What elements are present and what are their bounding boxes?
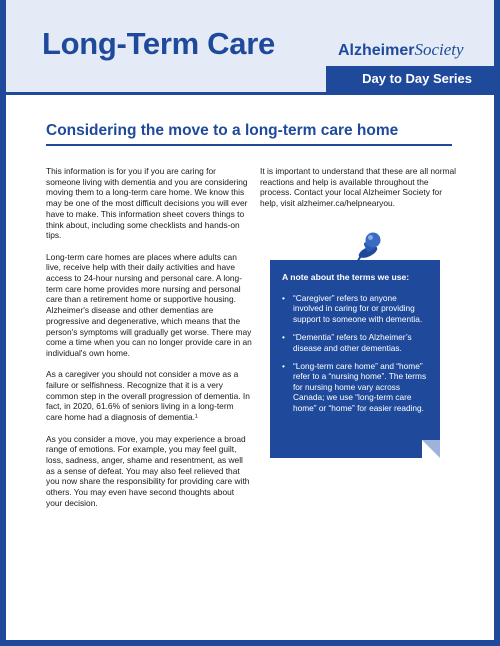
series-label: Day to Day Series (326, 66, 494, 92)
paragraph: Long-term care homes are places where adults can live, receive help with their daily activities and have access to 24-hour nursing and personal care. A long-term care home provides more nursing and personal care than a retirement home or supportive housing. Alzheimer's disease and other dementias are progressive and degenerative, which means that the person's symptoms will gradually get worse. There may come a time when you can no longer provide care in an individual's own home. (46, 251, 252, 358)
brand-suffix: Society (414, 40, 464, 59)
list-item (282, 332, 428, 353)
paragraph: As a caregiver you should not consider a move as a failure or selfishness. Recognize that it is a very common step in the overall progression of dementia. In fact, in 2020, 61.6% of seniors living in a long-term care home had a diagnosis of dementia.¹ (46, 369, 250, 423)
left-column (46, 166, 252, 519)
note-item-text: “Caregiver” refers to anyone involved in caring for or providing support to someone with dementia. (293, 293, 423, 324)
page-header (0, 0, 500, 95)
pushpin-icon (348, 230, 388, 270)
bullet-icon: • (282, 293, 285, 303)
note-item-text: “Long-term care home” and “home” refer to a “nursing home”. The terms for nursing home vary across Canada; we use “long-term care home” or “home” for easier reading. (293, 361, 427, 413)
document-title: Considering the move to a long-term care home (46, 122, 399, 139)
terms-note-box (270, 260, 440, 458)
title-divider (46, 144, 452, 146)
paragraph: This information is for you if you are caring for someone living with dementia and you are considering moving them to a long-term care home. We know this may be one of the most difficult decisions you will ever have to make. This information sheet covers things to think about, including some checklists and hands-on tips. (46, 166, 248, 241)
header-title: Long-Term Care (42, 26, 275, 61)
paragraph: As you consider a move, you may experience a broad range of emotions. For example, you may feel guilt, loss, sadness, anger, shame and resentment, as well as a sense of defeat. You may also feel relieved that you now share the responsibility for providing care with others. You may even have second thoughts about your decision. (46, 433, 250, 508)
bullet-icon: • (282, 332, 285, 343)
bullet-icon: • (282, 361, 285, 372)
brand-name: Alzheimer (338, 42, 415, 59)
paragraph: It is important to understand that these are all normal reactions and help is available throughout the process. Contact your local Alzheimer Society for help, visit alzheimer.ca/helpnearyou. (260, 166, 456, 209)
note-list (282, 293, 428, 413)
alzheimer-society-logo (338, 40, 464, 61)
header-divider (0, 92, 500, 95)
right-column (260, 166, 456, 220)
list-item (282, 293, 428, 324)
note-heading: A note about the terms we use: (282, 272, 410, 282)
note-item-text: “Dementia” refers to Alzheimer’s disease and other dementias. (293, 332, 412, 353)
list-item (282, 361, 428, 413)
page-fold-corner (422, 440, 440, 458)
